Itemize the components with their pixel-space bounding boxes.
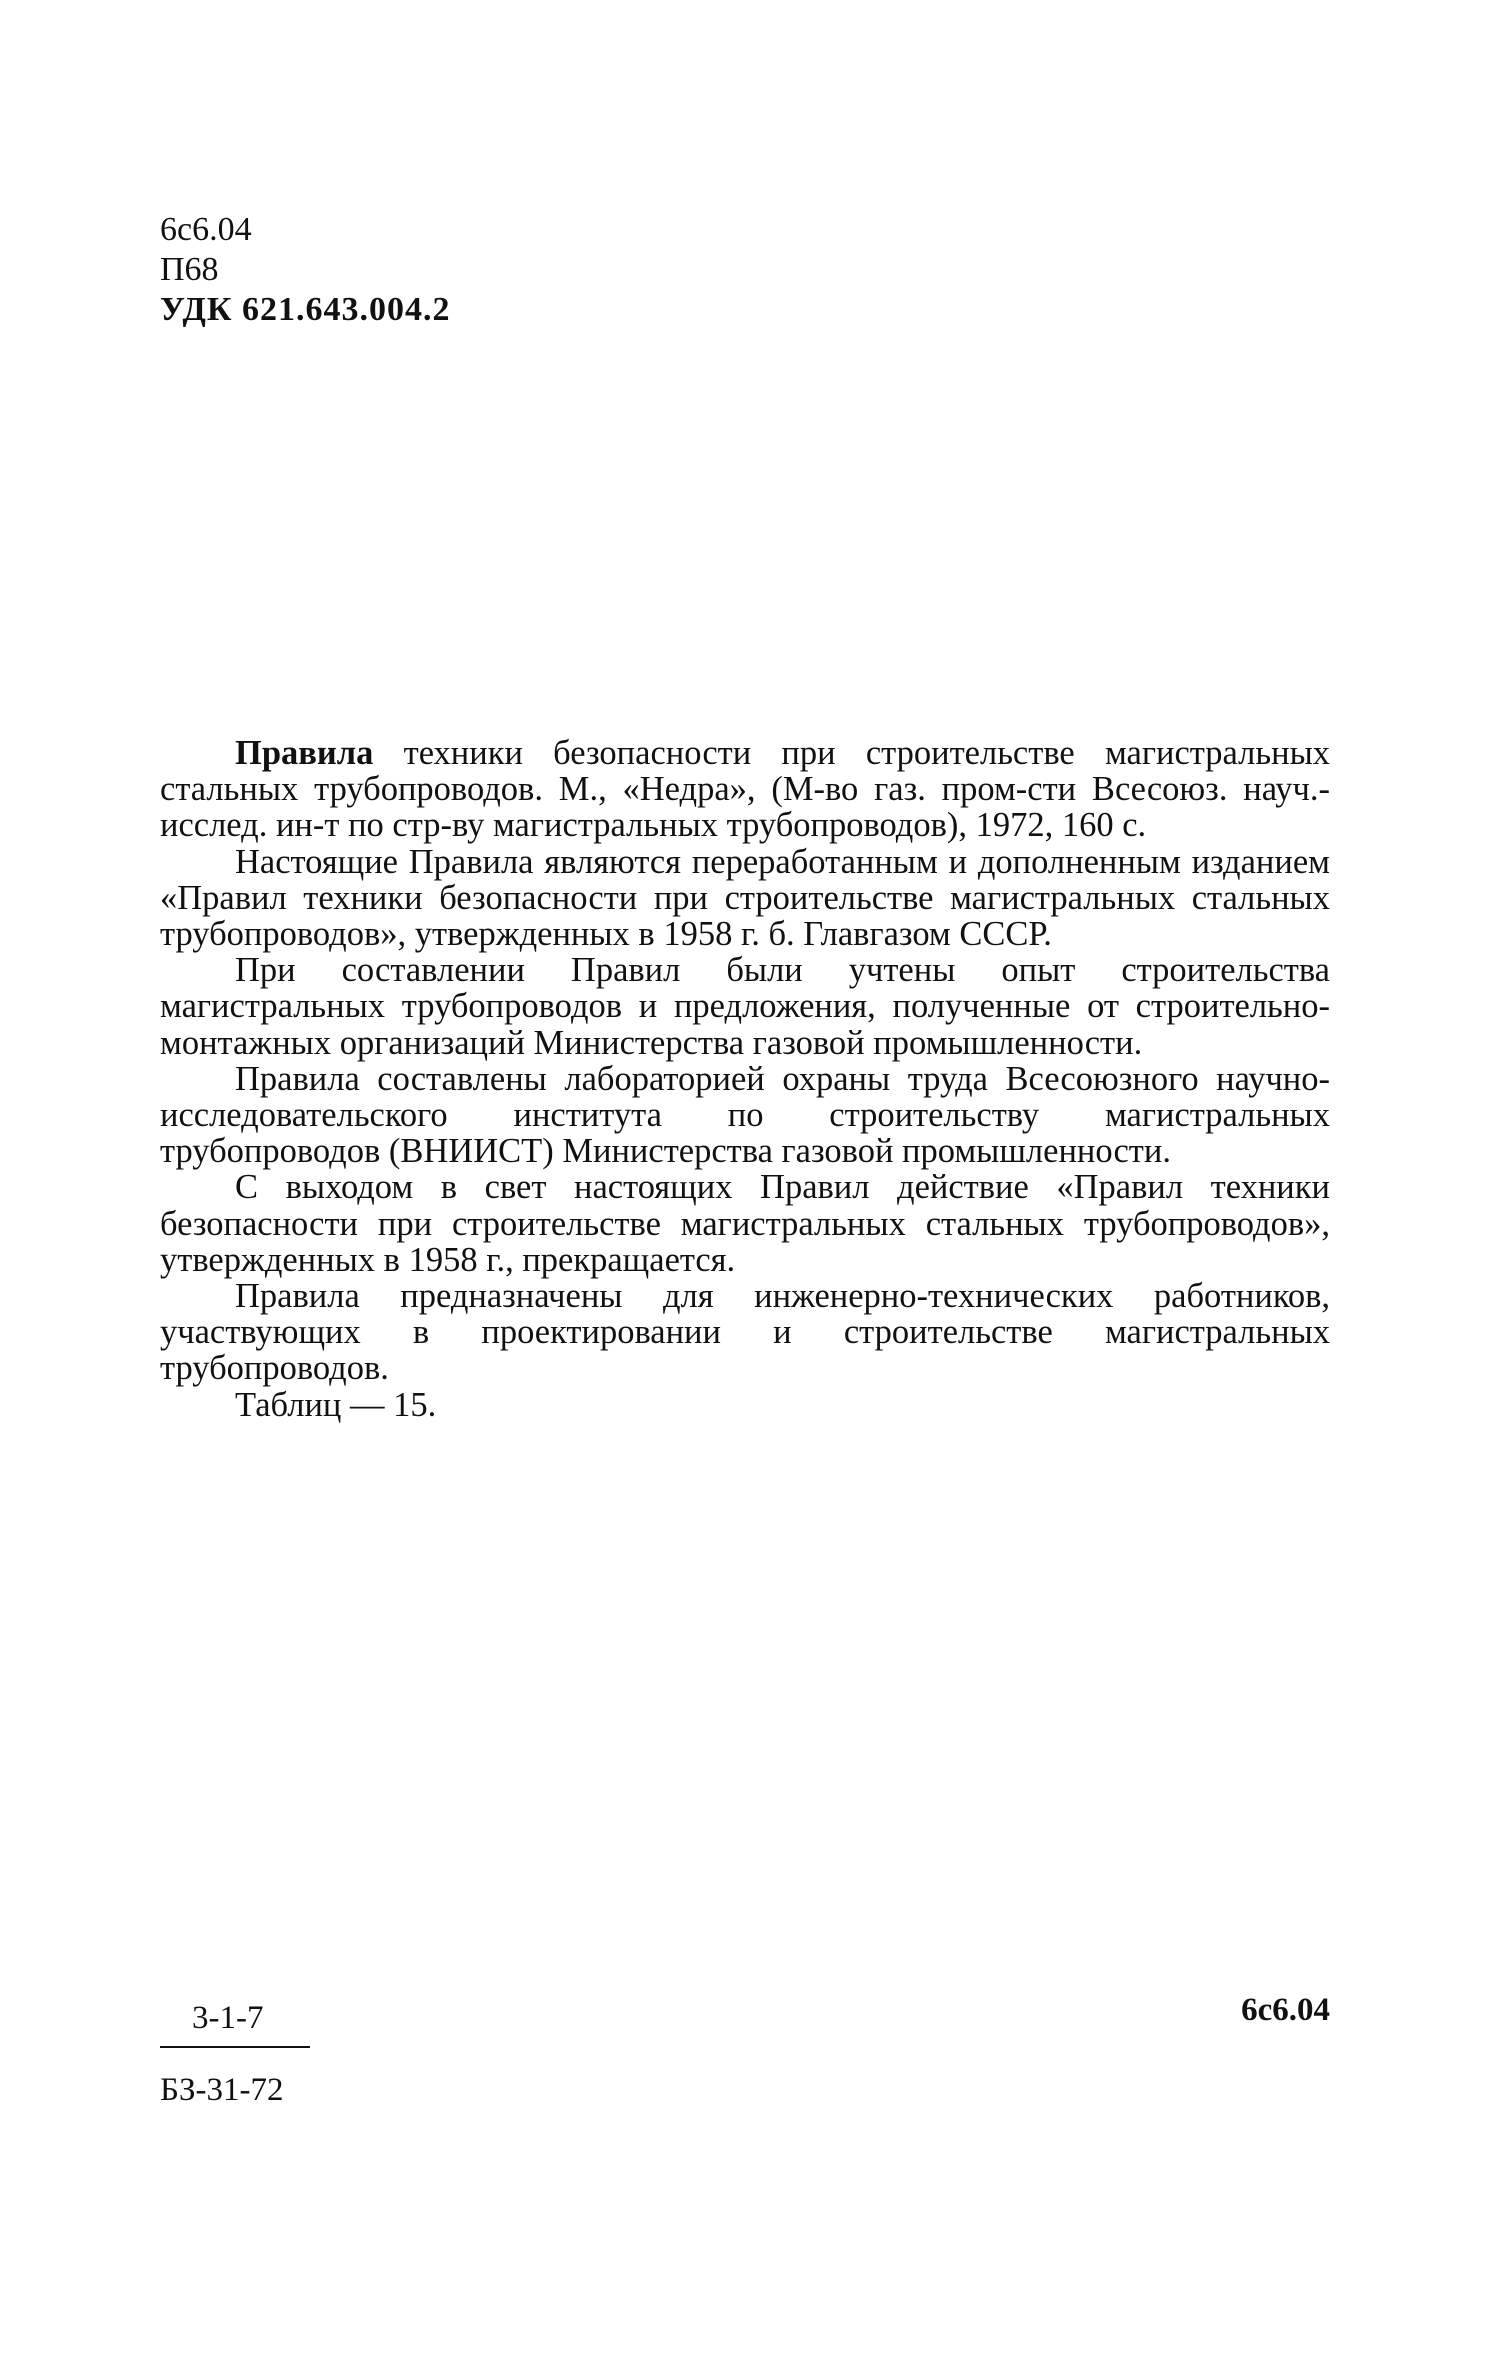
abstract-paragraph-audience: Правила предназначены для инженерно-технических работников, участвующих в проектировании и строительстве магистральных трубопроводов. (160, 1277, 1330, 1388)
imprint-divider (160, 2046, 310, 2048)
bibliographic-description (160, 735, 1330, 844)
table-count: Таблиц — 15. (235, 1385, 437, 1424)
abstract (160, 735, 1330, 1423)
author-mark: П68 (160, 251, 219, 288)
udk-code: УДК 621.643.004.2 (160, 291, 451, 328)
abstract-paragraph-revision: Настоящие Правила являются переработанным и дополненным изданием «Правил техники безопасности при строительстве магистральных стальных трубопроводов», утвержденных в 1958 г. б. Главгазом СССР. (160, 842, 1330, 954)
library-class-code: 6с6.04 (160, 211, 252, 248)
bibliographic-description-text: техники безопасности при строительстве магистральных стальных трубопроводов. М., «Недра», (М-во газ. пром-сти Всесоюз. науч.-исслед. ин-т по стр-ву магистральных трубопроводов), 1972, 160 с. (160, 734, 1330, 845)
abstract-paragraph-sources: При составлении Правил были учтены опыт строительства магистральных трубопроводов и предложения, полученные от строительно-монтажных организаций Министерства газовой промышленности. (160, 951, 1330, 1062)
abstract-paragraph-supersedes: С выходом в свет настоящих Правил действие «Правил техники безопасности при строительстве магистральных стальных трубопроводов», утвержденных в 1958 г., прекращается. (160, 1168, 1330, 1279)
imprint-code: 3-1-7 (192, 2000, 264, 2036)
order-code: БЗ-31-72 (160, 2072, 284, 2108)
footer-class-code: 6с6.04 (1241, 1992, 1330, 2028)
title-lead-word: Правила (235, 734, 374, 772)
classification-block (160, 210, 451, 330)
abstract-paragraph-authors: Правила составлены лабораторией охраны труда Всесоюзного научно-исследовательского института по строительству магистральных трубопроводов (ВНИИСТ) Министерства газовой промышленности. (160, 1059, 1330, 1171)
